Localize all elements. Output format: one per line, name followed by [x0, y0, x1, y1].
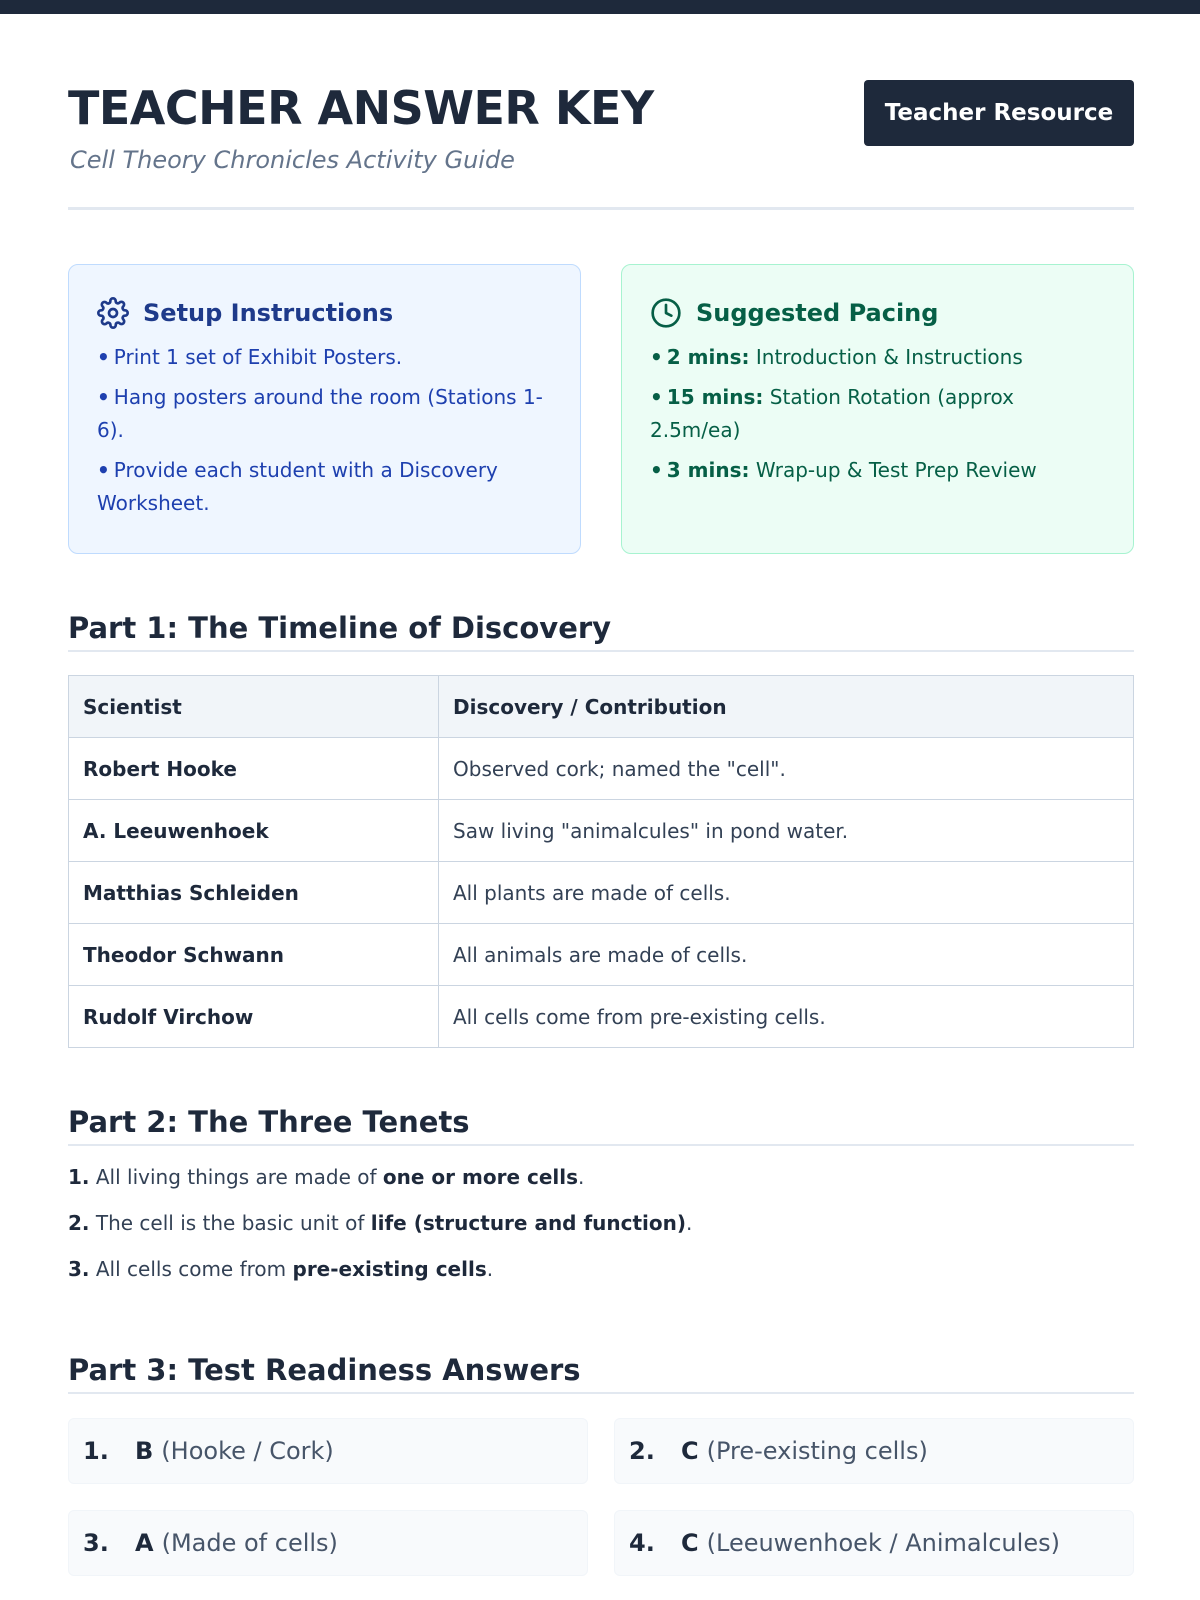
tenet-emphasis: life (structure and function): [370, 1211, 687, 1235]
scientist-cell: Rudolf Virchow: [69, 986, 439, 1048]
answer-card: [614, 1510, 1134, 1576]
part1-heading: Part 1: The Timeline of Discovery: [68, 606, 1134, 652]
pacing-item: • 2 mins: Introduction & Instructions: [650, 345, 1023, 369]
tenet-end: .: [686, 1211, 693, 1235]
table-row: [69, 738, 1134, 800]
pacing-time: 3 mins:: [666, 458, 750, 482]
setup-card-title: Setup Instructions: [143, 299, 394, 327]
tenet-text: All living things are made of: [95, 1165, 377, 1189]
answer-number: 1.: [83, 1437, 109, 1465]
tenet-item: [68, 1206, 1134, 1240]
discovery-cell: All animals are made of cells.: [439, 924, 1134, 986]
setup-card-header: [97, 293, 552, 333]
pacing-time: 15 mins:: [666, 385, 764, 409]
answer-card: [68, 1510, 588, 1576]
pacing-item: • 15 mins: Station Rotation (approx 2.5m/ea): [650, 385, 1014, 442]
scientist-cell: Robert Hooke: [69, 738, 439, 800]
scientist-cell: Matthias Schleiden: [69, 862, 439, 924]
answer-card: [68, 1418, 588, 1484]
tenets-list: [68, 1160, 1134, 1298]
page-subtitle: Cell Theory Chronicles Activity Guide: [70, 146, 515, 174]
setup-item-text: Provide each student with a Discovery Worksheet.: [97, 458, 498, 515]
tenet-end: .: [486, 1257, 494, 1281]
answer-letter: A: [135, 1529, 154, 1557]
tenet-item: [68, 1160, 1134, 1194]
pacing-text: Introduction & Instructions: [755, 345, 1023, 369]
tenet-emphasis: pre-existing cells: [292, 1257, 487, 1281]
setup-item-text: Print 1 set of Exhibit Posters.: [113, 345, 403, 369]
pacing-text: Station Rotation (approx 2.5m/ea): [650, 385, 1014, 442]
discovery-cell: All plants are made of cells.: [439, 862, 1134, 924]
table-header-row: [69, 676, 1134, 738]
page-header: [68, 80, 1134, 210]
pacing-text: Wrap-up & Test Prep Review: [755, 458, 1037, 482]
discovery-cell: Saw living "animalcules" in pond water.: [439, 800, 1134, 862]
setup-item-text: Hang posters around the room (Stations 1-6).: [97, 385, 543, 442]
page-title: TEACHER ANSWER KEY: [68, 81, 654, 135]
answer-explanation: (Pre-existing cells): [706, 1437, 928, 1465]
answer-letter: C: [681, 1437, 699, 1465]
gear-icon: [97, 297, 129, 329]
table-row: [69, 986, 1134, 1048]
suggested-pacing-card: [621, 264, 1134, 554]
table-row: [69, 800, 1134, 862]
answer-number: 2.: [629, 1437, 655, 1465]
scientist-cell: A. Leeuwenhoek: [69, 800, 439, 862]
pacing-list: [650, 341, 1105, 487]
pacing-item: • 3 mins: Wrap-up & Test Prep Review: [650, 458, 1037, 482]
answer-letter: C: [681, 1529, 699, 1557]
table-row: [69, 924, 1134, 986]
tenet-text: All cells come from: [95, 1257, 287, 1281]
answer-explanation: (Hooke / Cork): [161, 1437, 334, 1465]
column-header-discovery: Discovery / Contribution: [439, 676, 1134, 738]
scientist-cell: Theodor Schwann: [69, 924, 439, 986]
setup-list: [97, 341, 552, 520]
column-header-scientist: Scientist: [69, 676, 439, 738]
pacing-card-title: Suggested Pacing: [696, 299, 939, 327]
answer-card: [614, 1418, 1134, 1484]
setup-item: • Provide each student with a Discovery Worksheet.: [97, 458, 498, 515]
setup-item: • Hang posters around the room (Stations 1-6).: [97, 385, 543, 442]
tenet-text: The cell is the basic unit of: [95, 1211, 365, 1235]
teacher-resource-badge: Teacher Resource: [864, 80, 1134, 146]
answer-explanation: (Leeuwenhoek / Animalcules): [706, 1529, 1060, 1557]
discovery-cell: All cells come from pre-existing cells.: [439, 986, 1134, 1048]
pacing-card-header: [650, 293, 1105, 333]
answer-number: 3.: [83, 1529, 109, 1557]
tenet-emphasis: one or more cells: [382, 1165, 578, 1189]
discovery-cell: Observed cork; named the "cell".: [439, 738, 1134, 800]
answer-key-page: [68, 0, 1134, 1600]
table-row: [69, 862, 1134, 924]
part2-heading: Part 2: The Three Tenets: [68, 1100, 1134, 1146]
answer-letter: B: [135, 1437, 154, 1465]
tenet-item: [68, 1252, 1134, 1286]
timeline-table: [68, 675, 1134, 1048]
setup-instructions-card: [68, 264, 581, 554]
tenet-number: 3.: [68, 1257, 90, 1281]
pacing-time: 2 mins:: [666, 345, 750, 369]
setup-item: • Print 1 set of Exhibit Posters.: [97, 345, 403, 369]
part3-heading: Part 3: Test Readiness Answers: [68, 1348, 1134, 1394]
answer-number: 4.: [629, 1529, 655, 1557]
clock-icon: [650, 297, 682, 329]
tenet-end: .: [578, 1165, 585, 1189]
tenet-number: 1.: [68, 1165, 90, 1189]
answer-explanation: (Made of cells): [161, 1529, 338, 1557]
tenet-number: 2.: [68, 1211, 90, 1235]
answers-grid: [68, 1418, 1134, 1576]
